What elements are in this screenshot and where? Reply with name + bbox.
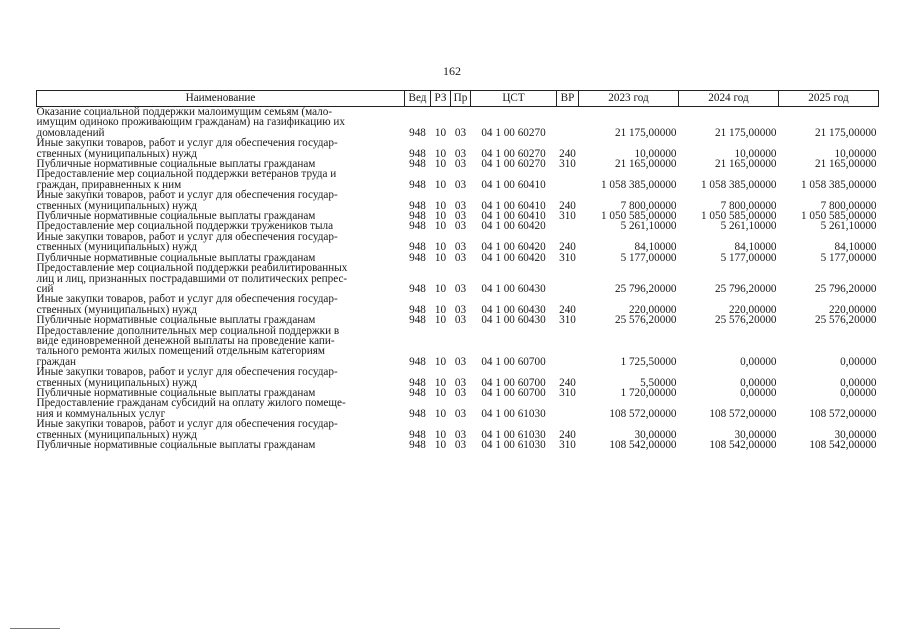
table-row <box>37 232 879 253</box>
cell-cst: 04 1 00 61030 <box>481 439 546 451</box>
header-2023: 2023 год <box>579 91 679 107</box>
cell-y2023: 25 796,20000 <box>614 282 677 295</box>
cell-y2023: 25 576,20000 <box>614 314 677 327</box>
cell-cst: 04 1 00 60410 <box>481 199 546 212</box>
cell-cst: 04 1 00 60270 <box>481 126 546 139</box>
cell-y2025: 21 175,00000 <box>814 126 877 139</box>
cell-y2025: 1 058 385,00000 <box>800 178 877 191</box>
cell-y2024: 1 058 385,00000 <box>700 178 777 191</box>
table-row <box>37 190 879 211</box>
cell-cst: 04 1 00 60410 <box>481 178 546 191</box>
cell-vr: 240 <box>559 147 576 160</box>
header-row <box>37 91 879 107</box>
header-vr: ВР <box>557 91 579 107</box>
cell-vr <box>557 221 579 231</box>
cell-rz: 10 <box>434 158 447 171</box>
cell-rz: 10 <box>434 147 447 160</box>
cell-cst: 04 1 00 60420 <box>481 251 546 264</box>
cell-y2023: 21 175,00000 <box>614 126 677 139</box>
cell-vr: 310 <box>559 158 576 171</box>
cell-vr: 240 <box>559 199 576 212</box>
cell-name: Публичные нормативные социальные выплаты гражданам <box>36 251 316 264</box>
cell-y2023: 1 725,50000 <box>620 355 677 368</box>
cell-ved: 948 <box>409 303 426 316</box>
cell-y2023: 1 058 385,00000 <box>600 178 677 191</box>
table-body <box>37 107 879 451</box>
header-2025: 2025 год <box>779 91 879 107</box>
cell-name: Публичные нормативные социальные выплаты гражданам <box>36 158 316 171</box>
cell-name: Публичные нормативные социальные выплаты гражданам <box>36 439 316 451</box>
cell-rz: 10 <box>434 314 447 327</box>
cell-y2025: 10,00000 <box>834 147 877 160</box>
table-row <box>37 294 879 315</box>
cell-y2024: 10,00000 <box>734 147 777 160</box>
header-name: Наименование <box>37 91 405 107</box>
cell-y2023: 1 720,00000 <box>620 386 677 399</box>
cell-pr: 03 <box>454 355 467 368</box>
cell-y2024: 0,00000 <box>740 386 777 399</box>
cell-rz: 10 <box>434 126 447 139</box>
cell-ved: 948 <box>409 220 426 233</box>
cell-ved: 948 <box>409 178 426 191</box>
cell-y2025: 84,10000 <box>834 241 877 254</box>
cell-ved: 948 <box>409 147 426 160</box>
cell-y2025: 108 542,00000 <box>809 439 877 451</box>
cell-vr <box>557 398 579 419</box>
cell-pr: 03 <box>454 282 467 295</box>
cell-vr: 310 <box>559 386 576 399</box>
cell-y2025: 220,00000 <box>828 303 877 316</box>
table-row <box>37 107 879 139</box>
cell-vr <box>557 326 579 368</box>
cell-ved: 948 <box>409 199 426 212</box>
cell-y2025: 25 796,20000 <box>814 282 877 295</box>
cell-pr: 03 <box>454 210 467 223</box>
cell-vr: 240 <box>559 303 576 316</box>
cell-y2024: 25 796,20000 <box>714 282 777 295</box>
cell-rz: 10 <box>434 241 447 254</box>
cell-ved: 948 <box>409 126 426 139</box>
cell-y2024: 5 177,00000 <box>720 251 777 264</box>
header-pr: Пр <box>451 91 471 107</box>
cell-y2025: 7 800,00000 <box>820 199 877 212</box>
budget-table <box>36 90 879 450</box>
cell-ved: 948 <box>409 428 426 441</box>
cell-pr: 03 <box>454 303 467 316</box>
cell-y2023: 108 572,00000 <box>609 407 677 420</box>
cell-y2023: 7 800,00000 <box>620 199 677 212</box>
table-row <box>37 169 879 190</box>
cell-y2023: 5,50000 <box>640 376 677 389</box>
cell-rz: 10 <box>434 386 447 399</box>
cell-rz: 10 <box>434 251 447 264</box>
cell-y2025: 1 050 585,00000 <box>800 210 877 223</box>
cell-cst: 04 1 00 60700 <box>481 386 546 399</box>
cell-y2024: 7 800,00000 <box>720 199 777 212</box>
cell-rz: 10 <box>434 303 447 316</box>
cell-pr: 03 <box>454 158 467 171</box>
cell-name: Иные закупки товаров, работ и услуг для обеспечения государ- ственных (муниципальных) нужд <box>36 230 338 254</box>
cell-y2024: 84,10000 <box>734 241 777 254</box>
cell-y2023: 30,00000 <box>634 428 677 441</box>
header-rz: РЗ <box>431 91 451 107</box>
cell-name: Иные закупки товаров, работ и услуг для обеспечения государ- ственных (муниципальных) нужд <box>36 418 338 441</box>
cell-name: Иные закупки товаров, работ и услуг для обеспечения государ- ственных (муниципальных) нужд <box>36 189 338 212</box>
table-row <box>37 419 879 440</box>
cell-pr: 03 <box>454 199 467 212</box>
cell-y2025: 0,00000 <box>840 386 877 399</box>
table-header <box>37 91 879 107</box>
cell-y2024: 25 576,20000 <box>714 314 777 327</box>
cell-cst: 04 1 00 60700 <box>481 355 546 368</box>
table-row <box>37 138 879 159</box>
cell-vr: 240 <box>559 241 576 254</box>
cell-y2025: 5 261,10000 <box>820 220 877 233</box>
cell-vr: 310 <box>559 439 576 451</box>
cell-rz: 10 <box>434 282 447 295</box>
cell-y2024: 5 261,10000 <box>720 220 777 233</box>
cell-pr: 03 <box>454 178 467 191</box>
page-number: 162 <box>443 64 461 78</box>
cell-y2023: 108 542,00000 <box>609 439 677 451</box>
cell-pr: 03 <box>454 376 467 389</box>
cell-y2024: 108 572,00000 <box>709 407 777 420</box>
cell-vr: 310 <box>559 210 576 223</box>
table-row <box>37 263 879 294</box>
cell-vr: 240 <box>559 376 576 389</box>
cell-vr: 310 <box>559 251 576 264</box>
cell-vr: 310 <box>559 314 576 327</box>
cell-cst: 04 1 00 60700 <box>481 376 546 389</box>
table-row <box>37 367 879 388</box>
cell-name: Предоставление мер социальной поддержки реабилитированных лиц и лиц, признанных пострадавшими от политических репрес- сий <box>36 262 348 295</box>
cell-y2025: 30,00000 <box>834 428 877 441</box>
cell-name: Иные закупки товаров, работ и услуг для обеспечения государ- ственных (муниципальных) нужд <box>36 137 338 160</box>
cell-y2023: 220,00000 <box>628 303 677 316</box>
table-row <box>37 398 879 419</box>
cell-vr <box>557 169 579 190</box>
cell-name: Публичные нормативные социальные выплаты гражданам <box>36 314 316 327</box>
cell-ved: 948 <box>409 282 426 295</box>
cell-y2023: 84,10000 <box>634 241 677 254</box>
cell-cst: 04 1 00 60270 <box>481 158 546 171</box>
cell-y2025: 0,00000 <box>840 355 877 368</box>
cell-y2023: 10,00000 <box>634 147 677 160</box>
cell-cst: 04 1 00 60410 <box>481 210 546 223</box>
cell-ved: 948 <box>409 376 426 389</box>
footer-rule <box>10 628 60 629</box>
cell-cst: 04 1 00 60270 <box>481 147 546 160</box>
cell-ved: 948 <box>409 210 426 223</box>
cell-vr: 240 <box>559 428 576 441</box>
cell-rz: 10 <box>434 355 447 368</box>
cell-pr: 03 <box>454 407 467 420</box>
cell-pr: 03 <box>454 147 467 160</box>
cell-y2024: 220,00000 <box>728 303 777 316</box>
table-row <box>37 326 879 368</box>
cell-name: Публичные нормативные социальные выплаты гражданам <box>36 386 316 399</box>
cell-y2024: 1 050 585,00000 <box>700 210 777 223</box>
cell-rz: 10 <box>434 199 447 212</box>
cell-pr: 03 <box>454 126 467 139</box>
cell-pr: 03 <box>454 428 467 441</box>
header-cst: ЦСТ <box>471 91 557 107</box>
cell-ved: 948 <box>409 251 426 264</box>
cell-pr: 03 <box>454 439 467 451</box>
cell-vr <box>557 107 579 139</box>
cell-rz: 10 <box>434 210 447 223</box>
cell-y2025: 5 177,00000 <box>820 251 877 264</box>
cell-y2023: 21 165,00000 <box>614 158 677 171</box>
table-row <box>37 315 879 325</box>
cell-y2024: 21 175,00000 <box>714 126 777 139</box>
cell-name: Предоставление мер социальной поддержки тружеников тыла <box>36 220 334 233</box>
cell-y2023: 5 261,10000 <box>620 220 677 233</box>
cell-y2023: 5 177,00000 <box>620 251 677 264</box>
cell-name: Иные закупки товаров, работ и услуг для обеспечения государ- ственных (муниципальных) нужд <box>36 293 338 316</box>
cell-ved: 948 <box>409 386 426 399</box>
cell-cst: 04 1 00 60420 <box>481 241 546 254</box>
cell-y2023: 1 050 585,00000 <box>600 210 677 223</box>
cell-ved: 948 <box>409 158 426 171</box>
cell-y2025: 108 572,00000 <box>809 407 877 420</box>
cell-cst: 04 1 00 61030 <box>481 428 546 441</box>
cell-rz: 10 <box>434 407 447 420</box>
cell-ved: 948 <box>409 407 426 420</box>
cell-pr: 03 <box>454 314 467 327</box>
cell-y2024: 21 165,00000 <box>714 158 777 171</box>
cell-y2025: 21 165,00000 <box>814 158 877 171</box>
cell-name: Предоставление дополнительных мер социальной поддержки в виде единовременной денежной выплаты на проведение капи- тального ремонта жилых помещений отдельным категориям граждан <box>36 324 340 368</box>
cell-ved: 948 <box>409 439 426 451</box>
cell-y2024: 108 542,00000 <box>709 439 777 451</box>
cell-vr <box>557 263 579 294</box>
cell-rz: 10 <box>434 178 447 191</box>
cell-rz: 10 <box>434 439 447 451</box>
cell-name: Предоставление гражданам субсидий на оплату жилого помеще- ния и коммунальных услуг <box>36 397 346 420</box>
cell-cst: 04 1 00 60420 <box>481 220 546 233</box>
cell-name: Иные закупки товаров, работ и услуг для обеспечения государ- ственных (муниципальных) нужд <box>36 366 338 389</box>
cell-name: Предоставление мер социальной поддержки ветеранов труда и граждан, приравненных к ним <box>36 168 337 191</box>
cell-cst: 04 1 00 60430 <box>481 314 546 327</box>
cell-rz: 10 <box>434 428 447 441</box>
cell-name: Публичные нормативные социальные выплаты гражданам <box>36 210 316 223</box>
cell-name: Оказание социальной поддержки малоимущим семьям (мало- имущим одиноко проживающим гражданам) на газификацию их домовладений <box>36 106 345 139</box>
cell-y2024: 30,00000 <box>734 428 777 441</box>
header-ved: Вед <box>405 91 431 107</box>
cell-ved: 948 <box>409 241 426 254</box>
cell-y2025: 25 576,20000 <box>814 314 877 327</box>
table-row <box>37 440 879 450</box>
cell-ved: 948 <box>409 314 426 327</box>
cell-y2024: 0,00000 <box>740 376 777 389</box>
cell-ved: 948 <box>409 355 426 368</box>
cell-cst: 04 1 00 60430 <box>481 282 546 295</box>
cell-pr: 03 <box>454 251 467 264</box>
cell-rz: 10 <box>434 376 447 389</box>
cell-y2025: 0,00000 <box>840 376 877 389</box>
cell-cst: 04 1 00 60430 <box>481 303 546 316</box>
cell-cst: 04 1 00 61030 <box>481 407 546 420</box>
header-2024: 2024 год <box>679 91 779 107</box>
cell-pr: 03 <box>454 220 467 233</box>
cell-pr: 03 <box>454 386 467 399</box>
cell-y2024: 0,00000 <box>740 355 777 368</box>
cell-pr: 03 <box>454 241 467 254</box>
cell-rz: 10 <box>434 220 447 233</box>
